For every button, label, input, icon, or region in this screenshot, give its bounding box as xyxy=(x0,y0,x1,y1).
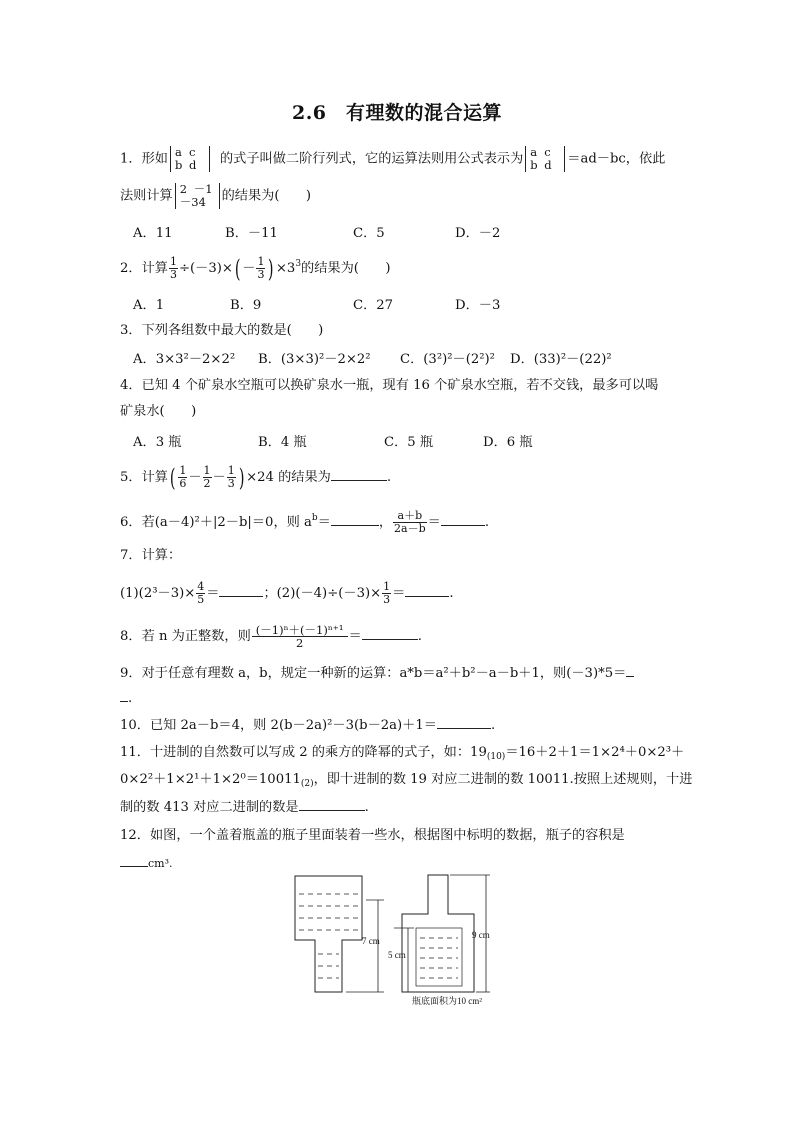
q5-answer-blank[interactable] xyxy=(331,468,387,481)
question-9-line-2 xyxy=(120,689,132,709)
q6-text-c: ， xyxy=(378,515,393,530)
water-region xyxy=(416,928,462,986)
q7-text-c: ；(2)(－4)÷(－3)× xyxy=(263,586,382,601)
q9-answer-blank-b[interactable] xyxy=(120,689,128,702)
det2-a: a xyxy=(530,145,538,159)
det-n1: 2 xyxy=(179,182,188,196)
q7-text-e: . xyxy=(449,586,454,601)
q11-text-b: ＝16＋2＋1＝1×2⁴＋0×2³＋ xyxy=(505,745,685,760)
q2-neg: － xyxy=(242,261,256,276)
q2-fraction-1 xyxy=(169,256,178,281)
q11-answer-blank[interactable] xyxy=(299,798,365,811)
det-n2: －1 xyxy=(193,182,213,196)
q2-text-b: ÷(－3)× xyxy=(178,261,233,276)
q12-answer-blank[interactable] xyxy=(120,854,148,867)
q7-answer-blank-2[interactable] xyxy=(405,584,449,597)
q6-answer-blank-1[interactable] xyxy=(331,513,379,526)
q5-f2-den: 2 xyxy=(203,477,211,490)
q5-f1-num: 1 xyxy=(179,464,187,477)
question-3: 3．下列各组数中最大的数是( ) xyxy=(120,323,324,338)
question-11-line-3 xyxy=(120,798,369,818)
determinant-abcd-2 xyxy=(525,146,565,172)
q3-option-d[interactable]: D．(33)²－(22)² xyxy=(510,352,612,367)
q1-option-c[interactable]: C．5 xyxy=(353,226,385,241)
question-8 xyxy=(120,624,422,649)
q11-text-c: 0×2²＋1×2¹＋1×2⁰＝10011 xyxy=(120,772,301,787)
question-4-line-1: 4．已知 4 个矿泉水空瓶可以换矿泉水一瓶，现有 16 个矿泉水空瓶，若不交钱，最多可以喝 xyxy=(120,378,659,393)
q6-text-d: ＝ xyxy=(427,515,441,530)
q5-minus-1: － xyxy=(188,470,202,485)
q7-answer-blank-1[interactable] xyxy=(219,584,263,597)
det2-d: d xyxy=(544,158,552,172)
q2-f2-den: 3 xyxy=(257,268,265,281)
bottle-upright-water xyxy=(420,938,458,978)
q2-text-c: ×3 xyxy=(275,261,296,276)
q11-text-a: 11．十进制的自然数可以写成 2 的乘方的降幂的式子，如：19 xyxy=(120,745,487,760)
page-title: 2.6 有理数的混合运算 xyxy=(291,102,503,124)
question-9-line-1 xyxy=(120,664,634,684)
q2-exp: 3 xyxy=(295,259,302,269)
q7-f1-den: 5 xyxy=(197,593,205,606)
q5-rparen: ) xyxy=(238,463,245,492)
q5-frac-2 xyxy=(203,465,212,490)
q5-f1-den: 6 xyxy=(179,477,187,490)
q2-text-a: 2．计算 xyxy=(120,261,168,276)
q11-text-e: 制的数 413 对应二进制的数是 xyxy=(120,800,299,815)
q8-text-a: 8．若 n 为正整数，则 xyxy=(120,629,251,644)
determinant-abcd xyxy=(170,146,210,172)
question-10 xyxy=(120,716,495,736)
q6-text-b: ＝ xyxy=(317,515,331,530)
q6-f-den: 2a－b xyxy=(394,522,426,535)
q8-text-c: . xyxy=(417,629,422,644)
q7-text-d: ＝ xyxy=(392,586,406,601)
label-5cm: 5 cm xyxy=(388,950,406,960)
q10-text-a: 10．已知 2a－b＝4，则 2(b－2a)²－3(b－2a)＋1＝ xyxy=(120,718,437,733)
q7-f2-num: 1 xyxy=(383,580,391,593)
q1-option-b[interactable]: B．－11 xyxy=(225,226,278,241)
det-b: b xyxy=(174,158,183,172)
q8-text-b: ＝ xyxy=(348,629,362,644)
q5-text-c: . xyxy=(386,470,392,485)
q11-text-f: . xyxy=(364,800,369,815)
q8-f-den: 2 xyxy=(295,636,304,650)
q5-frac-3 xyxy=(227,465,236,490)
measure-7cm xyxy=(346,900,384,992)
question-4-line-2: 矿泉水( ) xyxy=(120,404,197,419)
det-n3: －3 xyxy=(179,195,199,209)
q4-option-b[interactable]: B．4 瓶 xyxy=(258,435,307,450)
q1-text-a: 1．形如 xyxy=(120,151,168,167)
q7-f1-num: 4 xyxy=(197,580,205,593)
q2-f2-num: 1 xyxy=(257,255,265,268)
figure-caption: 瓶底面积为10 cm² xyxy=(412,996,482,1006)
label-7cm: 7 cm xyxy=(362,936,380,946)
q2-fraction-2 xyxy=(256,256,265,281)
q2-option-c[interactable]: C．27 xyxy=(353,298,394,313)
q1-text-d: 法则计算 xyxy=(120,188,173,204)
q11-sub-2: (2) xyxy=(300,779,314,789)
q5-f3-num: 1 xyxy=(227,464,235,477)
question-11-line-1 xyxy=(120,743,684,763)
determinant-numbers xyxy=(175,183,220,209)
bottle-upright xyxy=(402,875,474,992)
question-12-line-1: 12．如图，一个盖着瓶盖的瓶子里面装着一些水，根据图中标明的数据，瓶子的容积是 xyxy=(120,828,625,843)
q6-answer-blank-2[interactable] xyxy=(441,513,485,526)
det-a: a xyxy=(174,145,182,159)
q5-minus-2: － xyxy=(212,470,226,485)
q1-text-e: 的结果为( ) xyxy=(221,188,311,204)
q7-f2-den: 3 xyxy=(383,593,391,606)
q5-lparen: ( xyxy=(169,463,176,492)
det-n4: 4 xyxy=(198,195,206,209)
q2-f1-num: 1 xyxy=(169,255,177,268)
q2-option-b[interactable]: B．9 xyxy=(230,298,262,313)
q7-frac-1 xyxy=(196,581,205,606)
q1-text-b: 的式子叫做二阶行列式，它的运算法则用公式表示为 xyxy=(219,151,524,167)
q2-rparen: ) xyxy=(268,254,274,283)
q5-f3-den: 3 xyxy=(227,477,235,490)
q6-text-e: . xyxy=(484,515,490,530)
q2-lparen: ( xyxy=(234,254,241,283)
q5-f2-num: 1 xyxy=(203,464,211,477)
question-1-line-2 xyxy=(120,183,311,209)
question-11-line-2 xyxy=(120,770,692,790)
q11-sub-1: (10) xyxy=(486,752,506,762)
q2-text-d: 的结果为( ) xyxy=(301,261,391,276)
question-1-line-1 xyxy=(120,146,665,172)
bottle-inverted-water xyxy=(299,894,358,978)
bottle-inverted-outline xyxy=(295,876,362,992)
q3-option-c[interactable]: C．(3²)²－(2²)² xyxy=(400,352,495,367)
bottle-inverted xyxy=(295,876,362,992)
q4-option-c[interactable]: C．5 瓶 xyxy=(384,435,434,450)
bottle-figure xyxy=(290,870,510,1010)
q4-option-a[interactable]: A．3 瓶 xyxy=(133,435,182,450)
q10-text-b: . xyxy=(490,718,496,733)
q2-f1-den: 3 xyxy=(169,268,177,281)
q6-exp: b xyxy=(311,513,318,523)
det2-b: b xyxy=(530,158,538,172)
question-2 xyxy=(120,256,390,281)
q9-text-a: 9．对于任意有理数 a，b，规定一种新的运算：a*b＝a²＋b²－a－b＋1，则(－3)*5＝ xyxy=(120,666,627,681)
det2-c: c xyxy=(544,145,551,159)
q1-option-d[interactable]: D．－2 xyxy=(455,226,501,241)
q5-text-a: 5．计算 xyxy=(120,470,168,485)
q5-frac-1 xyxy=(178,465,187,490)
q9-answer-blank-a[interactable] xyxy=(626,664,634,677)
q4-option-d[interactable]: D．6 瓶 xyxy=(483,435,533,450)
q7-frac-2 xyxy=(382,581,391,606)
q6-f-num: a＋b xyxy=(393,510,427,523)
q2-option-a[interactable]: A．1 xyxy=(133,298,165,313)
q2-option-d[interactable]: D．－3 xyxy=(455,298,501,313)
label-9cm: 9 cm xyxy=(472,930,490,940)
q7-text-a: (1)(2³－3)× xyxy=(120,586,196,601)
q7-text-b: ＝ xyxy=(206,586,220,601)
question-7-label: 7．计算： xyxy=(120,548,182,563)
bottle-upright-outline xyxy=(402,875,474,992)
measure-5cm xyxy=(394,928,414,992)
q8-f-num: (－1)ⁿ＋(－1)ⁿ⁺¹ xyxy=(252,624,348,637)
q11-text-d: ，即十进制的数 19 对应二进制的数 10011.按照上述规则，十进 xyxy=(313,772,693,787)
q6-text-a: 6．若(a－4)²＋|2－b|＝0，则 a xyxy=(120,515,312,530)
question-7 xyxy=(120,581,454,606)
q3-option-a[interactable]: A．3×3²－2×2² xyxy=(133,352,236,367)
det-c: c xyxy=(188,145,196,159)
q1-option-a[interactable]: A．11 xyxy=(133,226,173,241)
q3-option-b[interactable]: B．(3×3)²－2×2² xyxy=(258,352,371,367)
q12-unit: cm³. xyxy=(148,857,173,870)
question-12-line-2 xyxy=(120,854,173,874)
q8-fraction xyxy=(252,624,348,649)
question-5 xyxy=(120,465,391,490)
q10-answer-blank[interactable] xyxy=(437,716,491,729)
q9-text-b: . xyxy=(128,691,133,706)
q6-fraction xyxy=(393,510,427,535)
question-6 xyxy=(120,510,489,535)
det-d: d xyxy=(188,158,197,172)
q8-answer-blank[interactable] xyxy=(362,627,418,640)
q5-text-b: ×24 的结果为 xyxy=(246,470,331,485)
q1-text-c: ＝ad－bc，依此 xyxy=(567,151,666,167)
